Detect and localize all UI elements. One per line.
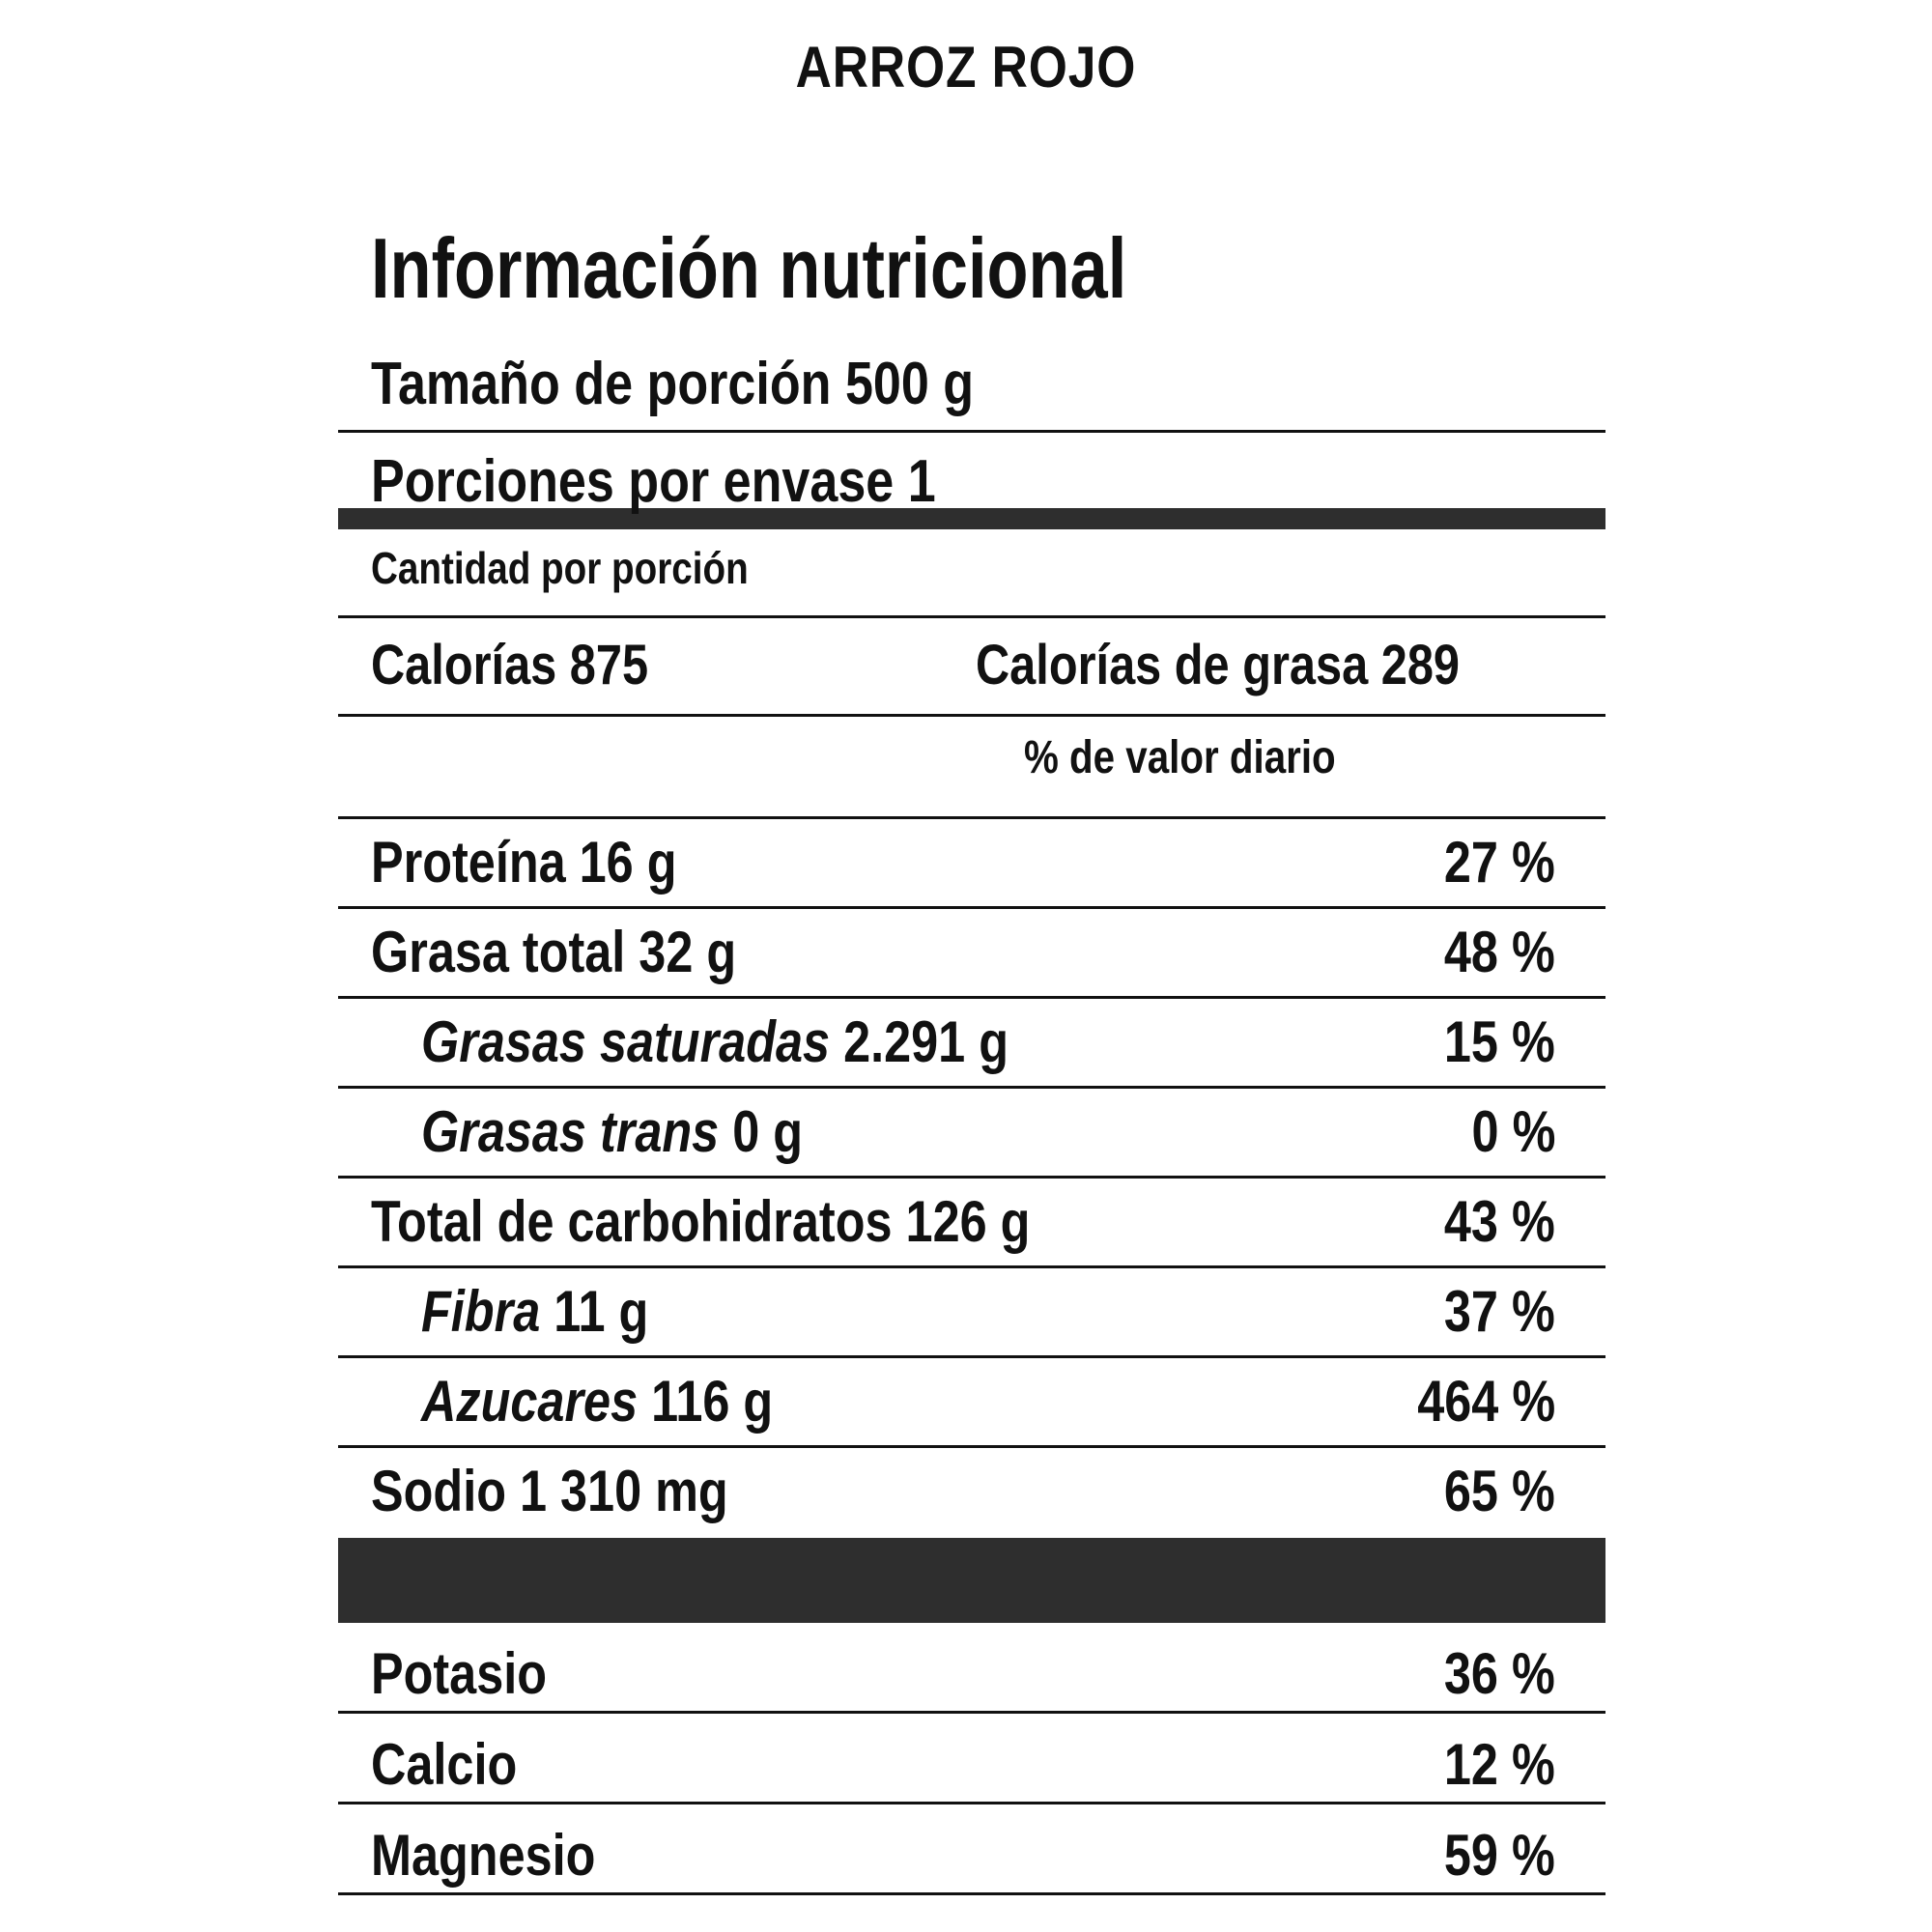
amount-per-serving-row <box>338 529 1605 618</box>
nutrient-amount: 116 g <box>638 1369 774 1434</box>
nutrient-percent <box>1423 999 1555 1086</box>
nutrient-name: Fibra <box>421 1279 541 1344</box>
mineral-row-magnesium <box>338 1804 1605 1895</box>
nutrient-label <box>421 1089 803 1176</box>
nutrient-row-fiber <box>338 1268 1605 1358</box>
calories: Calorías 875 <box>371 634 649 696</box>
nutrient-label <box>421 999 1009 1086</box>
nutrient-percent-value: 65 % <box>1444 1459 1555 1523</box>
nutrient-label <box>421 1268 648 1355</box>
label-heading: Información nutricional <box>371 220 1127 316</box>
nutrient-amount: 11 g <box>540 1279 649 1344</box>
mineral-row-potassium <box>338 1623 1605 1714</box>
nutrient-name: Sodio <box>371 1459 506 1523</box>
nutrient-percent-value: 0 % <box>1471 1099 1555 1164</box>
serving-size-row <box>338 324 1605 433</box>
section-divider-band <box>338 1538 1605 1623</box>
nutrient-percent <box>1423 819 1555 906</box>
calories-row <box>338 618 1605 717</box>
nutrient-name: Grasas trans <box>421 1099 720 1164</box>
amount-per-serving: Cantidad por porción <box>371 543 749 593</box>
nutrient-label <box>421 1358 773 1445</box>
calories-from-fat: Calorías de grasa 289 <box>976 634 1461 696</box>
nutrient-percent <box>1423 1448 1555 1535</box>
nutrient-label <box>371 909 736 996</box>
nutrient-row-sodium <box>338 1448 1605 1538</box>
nutrient-percent-value: 37 % <box>1444 1279 1555 1344</box>
nutrient-label <box>371 819 677 906</box>
nutrient-name: Azucares <box>421 1369 639 1434</box>
nutrient-percent-value: 43 % <box>1444 1189 1555 1254</box>
nutrient-percent <box>1423 1268 1555 1355</box>
mineral-name: Potasio <box>371 1641 548 1706</box>
nutrient-row-carbohydrates <box>338 1179 1605 1268</box>
nutrient-row-total-fat <box>338 909 1605 999</box>
nutrient-name: Total de carbohidratos <box>371 1189 893 1254</box>
nutrient-name: Proteína <box>371 830 566 895</box>
mineral-name: Magnesio <box>371 1823 596 1888</box>
mineral-percent <box>1423 1623 1555 1725</box>
nutrient-amount: 126 g <box>892 1189 1031 1254</box>
daily-value-header: % de valor diario <box>1024 732 1336 783</box>
mineral-name: Calcio <box>371 1732 518 1797</box>
nutrient-name: Grasas saturadas <box>421 1009 831 1074</box>
nutrient-label <box>371 1179 1030 1265</box>
mineral-row-calcium <box>338 1714 1605 1804</box>
nutrient-percent <box>1423 909 1555 996</box>
mineral-percent-value: 36 % <box>1444 1641 1555 1706</box>
nutrient-row-saturated-fat <box>338 999 1605 1089</box>
nutrient-row-protein <box>338 819 1605 909</box>
nutrient-percent <box>1423 1179 1555 1265</box>
nutrient-amount: 1 310 mg <box>505 1459 728 1523</box>
mineral-percent-value: 12 % <box>1444 1732 1555 1797</box>
serving-size: Tamaño de porción 500 g <box>371 351 975 417</box>
nutrient-row-sugars <box>338 1358 1605 1448</box>
nutrient-percent-value: 464 % <box>1417 1369 1555 1434</box>
nutrition-facts-label <box>338 213 1605 1895</box>
mineral-percent <box>1423 1714 1555 1816</box>
product-title: ARROZ ROJO <box>795 35 1137 99</box>
nutrient-amount: 2.291 g <box>830 1009 1009 1074</box>
nutrient-percent-value: 27 % <box>1444 830 1555 895</box>
servings-per-container: Porciones por envase 1 <box>371 448 936 515</box>
mineral-percent <box>1423 1804 1555 1907</box>
label-heading-row <box>338 213 1605 324</box>
nutrient-row-trans-fat <box>338 1089 1605 1179</box>
nutrient-amount: 0 g <box>719 1099 804 1164</box>
nutrient-percent <box>1456 1089 1555 1176</box>
mineral-percent-value: 59 % <box>1444 1823 1555 1888</box>
nutrient-label <box>371 1448 728 1535</box>
daily-value-header-row <box>338 717 1605 819</box>
nutrient-percent <box>1391 1358 1555 1445</box>
nutrient-amount: 16 g <box>565 830 677 895</box>
nutrient-percent-value: 48 % <box>1444 920 1555 984</box>
nutrient-amount: 32 g <box>625 920 737 984</box>
nutrient-percent-value: 15 % <box>1444 1009 1555 1074</box>
servings-row <box>338 433 1605 529</box>
nutrient-name: Grasa total <box>371 920 626 984</box>
